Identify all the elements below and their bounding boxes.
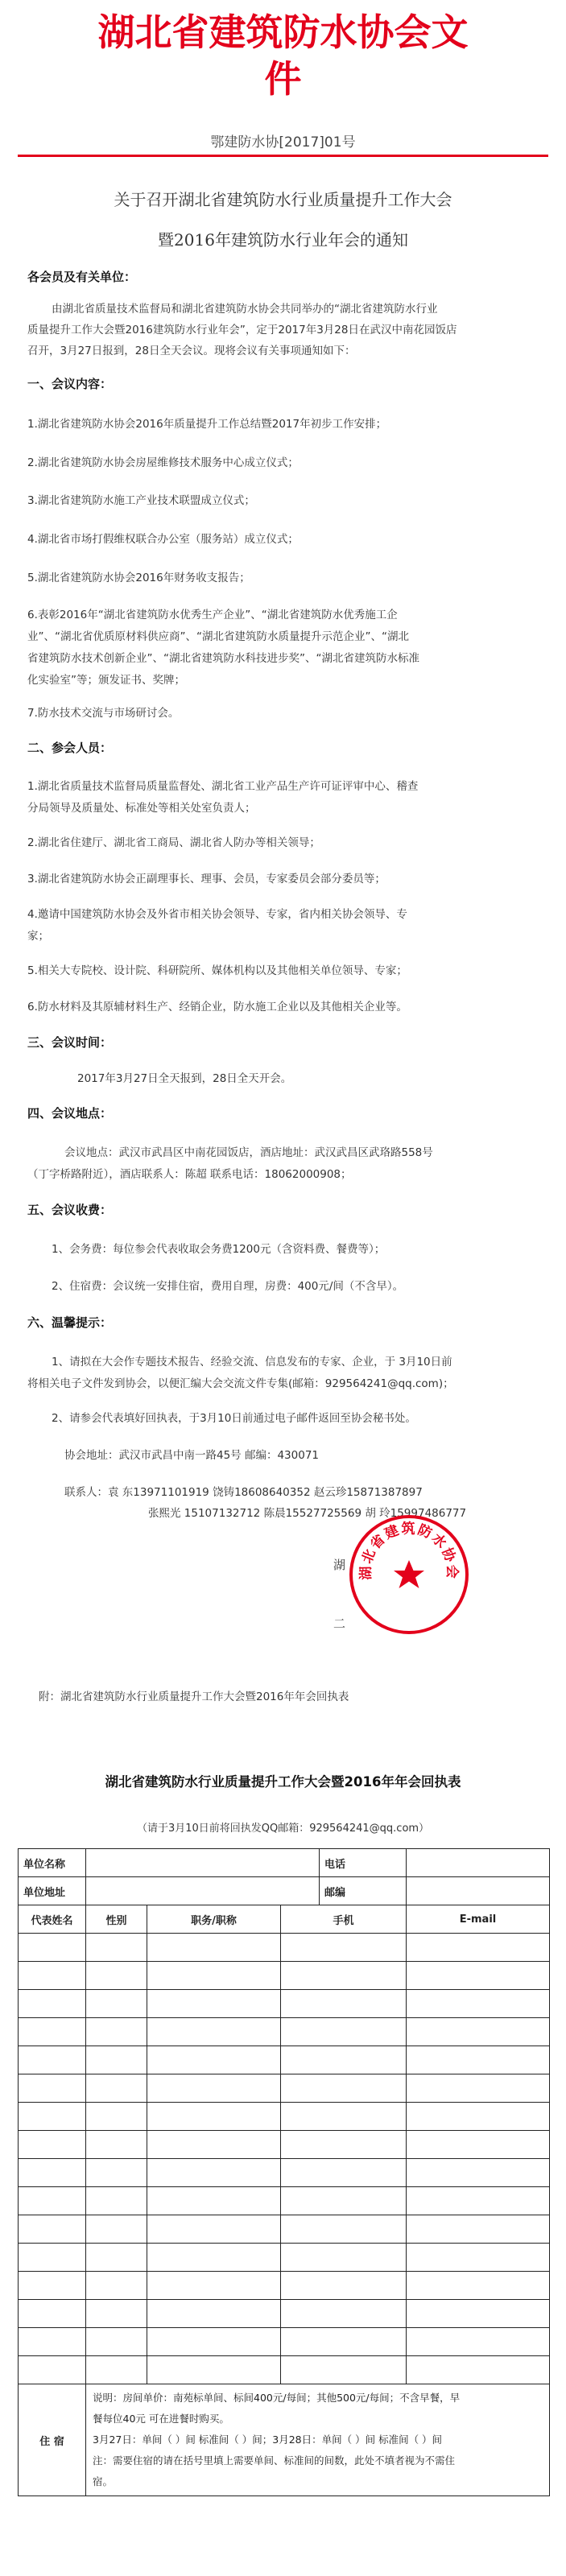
intro-line: 召开，3月27日报到，28日全天会议。现将会议有关事项通知如下： xyxy=(27,345,356,357)
unit-name-field[interactable] xyxy=(86,1849,320,1877)
header-title-line2: 件 xyxy=(264,57,302,101)
tip-line: 将相关电子文件发到协会，以便汇编大会交流文件专集(邮箱：929564241@qq.com)； xyxy=(27,1377,454,1390)
section-heading: 六、温馨提示： xyxy=(27,1315,113,1330)
contacts-row: 联系人：袁 东13971101919 饶铸18608640352 赵云珍15871387897 xyxy=(64,1486,423,1499)
table-row xyxy=(19,2074,550,2103)
accommodation-line: 说明：房间单价：南苑标单间、标间400元/每间；其他500元/每间；不含早餐，早 xyxy=(93,2392,461,2404)
fee-line: 2、住宿费：会议统一安排住宿，费用自理，房费：400元/间（不含早）。 xyxy=(52,1280,404,1293)
contacts-row: 张熙光 15107132712 陈晨15527725569 胡 玲15997486777 xyxy=(148,1507,467,1520)
list-item: 2.湖北省住建厅、湖北省工商局、湖北省人防办等相关领导； xyxy=(27,836,320,849)
section-heading: 一、会议内容： xyxy=(27,377,113,391)
table-row xyxy=(19,2159,550,2187)
meeting-time: 2017年3月27日全天报到，28日全天开会。 xyxy=(77,1072,292,1085)
list-item: 家； xyxy=(27,930,49,943)
col-gender-header: 性别 xyxy=(86,1905,147,1934)
list-item: 业”、“湖北省优质原材料供应商”、“湖北省建筑防水质量提升示范企业”、“湖北 xyxy=(27,630,409,643)
signature-date: 二 xyxy=(333,1616,346,1631)
list-item: 5.湖北省建筑防水协会2016年财务收支报告； xyxy=(27,572,250,584)
seal-text: 湖北省建筑防水协会 xyxy=(357,1521,461,1580)
venue-line: （丁字桥路附近），酒店联系人：陈超 联系电话：18062000908； xyxy=(27,1168,352,1181)
table-row xyxy=(19,2187,550,2215)
list-item: 6.防水材料及其原辅材料生产、经销企业，防水施工企业以及其他相关企业等。 xyxy=(27,1001,407,1013)
col-name-header: 代表姓名 xyxy=(19,1905,86,1934)
table-row xyxy=(19,2131,550,2159)
seal-star-icon xyxy=(394,1560,424,1588)
section-heading: 四、会议地点： xyxy=(27,1106,113,1121)
header-title-line1: 湖北省建筑防水协会文 xyxy=(97,10,469,54)
col-position-header: 职务/职称 xyxy=(147,1905,281,1934)
list-item: 3.湖北省建筑防水施工产业技术联盟成立仪式； xyxy=(27,494,255,507)
list-item: 2.湖北省建筑防水协会房屋维修技术服务中心成立仪式； xyxy=(27,456,299,469)
fee-line: 1、会务费：每位参会代表收取会务费1200元（含资料费、餐费等）； xyxy=(52,1243,386,1256)
list-item: 4.湖北省市场打假维权联合办公室（服务站）成立仪式； xyxy=(27,533,299,546)
table-header-row xyxy=(19,1905,550,1934)
table-row xyxy=(19,2244,550,2272)
list-item: 1.湖北省建筑防水协会2016年质量提升工作总结暨2017年初步工作安排； xyxy=(27,418,387,431)
intro-line: 由湖北省质量技术监督局和湖北省建筑防水协会共同举办的“湖北省建筑防水行业 xyxy=(52,303,438,316)
accommodation-label: 住 宿 xyxy=(19,2384,86,2496)
accommodation-details xyxy=(86,2384,550,2496)
table-row xyxy=(19,2300,550,2328)
unit-address-label: 单位地址 xyxy=(19,1877,86,1905)
list-item: 化实验室”等；颁发证书、奖牌； xyxy=(27,674,185,687)
salutation: 各会员及有关单位： xyxy=(27,270,137,284)
list-item: 省建筑防水技术创新企业”、“湖北省建筑防水科技进步奖”、“湖北省建筑防水标准 xyxy=(27,652,419,665)
accommodation-line: 宿。 xyxy=(93,2475,114,2487)
accommodation-line: 3月27日：单间（ ）间 标准间（ ）间；3月28日：单间（ ）间 标准间（ ）间 xyxy=(93,2434,443,2446)
reply-form-table xyxy=(18,1848,550,2496)
table-row xyxy=(19,1934,550,1962)
notice-subject-line1: 关于召开湖北省建筑防水行业质量提升工作大会 xyxy=(114,190,452,209)
table-row xyxy=(19,1877,550,1905)
table-row xyxy=(19,2272,550,2300)
tip-line: 2、请参会代表填好回执表，于3月10日前通过电子邮件返回至协会秘书处。 xyxy=(52,1412,416,1425)
venue-line: 会议地点：武汉市武昌区中南花园饭店，酒店地址：武汉武昌区武珞路558号 xyxy=(64,1146,433,1159)
form-note: （请于3月10日前将回执发QQ邮箱：929564241@qq.com） xyxy=(136,1823,430,1835)
list-item: 6.表彰2016年“湖北省建筑防水优秀生产企业”、“湖北省建筑防水优秀施工企 xyxy=(27,609,398,621)
document-number: 鄂建防水协[2017]01号 xyxy=(210,134,356,151)
table-row xyxy=(19,2215,550,2244)
phone-label: 电话 xyxy=(320,1849,407,1877)
tip-line: 1、请拟在大会作专题技术报告、经验交流、信息发布的专家、企业，于 3月10日前 xyxy=(52,1356,452,1368)
table-row xyxy=(19,2046,550,2074)
unit-name-label: 单位名称 xyxy=(19,1849,86,1877)
section-heading: 三、会议时间： xyxy=(27,1035,113,1050)
section-heading: 五、会议收费： xyxy=(27,1203,113,1217)
official-seal xyxy=(348,1513,470,1636)
accommodation-line: 注：需要住宿的请在括号里填上需要单间、标准间的间数，此处不填者视为不需住 xyxy=(93,2454,456,2467)
list-item: 3.湖北省建筑防水协会正副理事长、理事、会员，专家委员会部分委员等； xyxy=(27,873,386,886)
section-heading: 二、参会人员： xyxy=(27,741,113,755)
table-row xyxy=(19,2103,550,2131)
table-row xyxy=(19,1962,550,1990)
signature-org: 湖 xyxy=(333,1558,346,1572)
intro-line: 质量提升工作大会暨2016建筑防水行业年会”，定于2017年3月28日在武汉中南花园饭店 xyxy=(27,324,457,336)
postcode-label: 邮编 xyxy=(320,1877,407,1905)
table-row xyxy=(19,2328,550,2356)
table-row xyxy=(19,1990,550,2018)
list-item: 7.防水技术交流与市场研讨会。 xyxy=(27,707,180,720)
notice-subject-line2: 暨2016年建筑防水行业年会的通知 xyxy=(158,230,408,250)
list-item: 1.湖北省质量技术监督局质量监督处、湖北省工业产品生产许可证评审中心、稽查 xyxy=(27,780,419,793)
accommodation-row xyxy=(19,2384,550,2496)
postcode-field[interactable] xyxy=(407,1877,550,1905)
table-row xyxy=(19,2356,550,2384)
col-email-header: E-mail xyxy=(407,1905,550,1934)
accommodation-line: 餐每位40元 可在进餐时购买。 xyxy=(93,2413,229,2425)
header-divider xyxy=(18,155,548,157)
association-address: 协会地址：武汉市武昌中南一路45号 邮编：430071 xyxy=(64,1449,320,1462)
attachment-note: 附：湖北省建筑防水行业质量提升工作大会暨2016年年会回执表 xyxy=(39,1690,349,1703)
phone-field[interactable] xyxy=(407,1849,550,1877)
list-item: 5.相关大专院校、设计院、科研院所、媒体机构以及其他相关单位领导、专家； xyxy=(27,964,407,977)
table-row xyxy=(19,2018,550,2046)
form-title: 湖北省建筑防水行业质量提升工作大会暨2016年年会回执表 xyxy=(105,1774,461,1790)
list-item: 分局领导及质量处、标准处等相关处室负责人； xyxy=(27,802,256,815)
table-row xyxy=(19,1849,550,1877)
unit-address-field[interactable] xyxy=(86,1877,320,1905)
col-mobile-header: 手机 xyxy=(281,1905,407,1934)
list-item: 4.邀请中国建筑防水协会及外省市相关协会领导、专家，省内相关协会领导、专 xyxy=(27,908,407,921)
